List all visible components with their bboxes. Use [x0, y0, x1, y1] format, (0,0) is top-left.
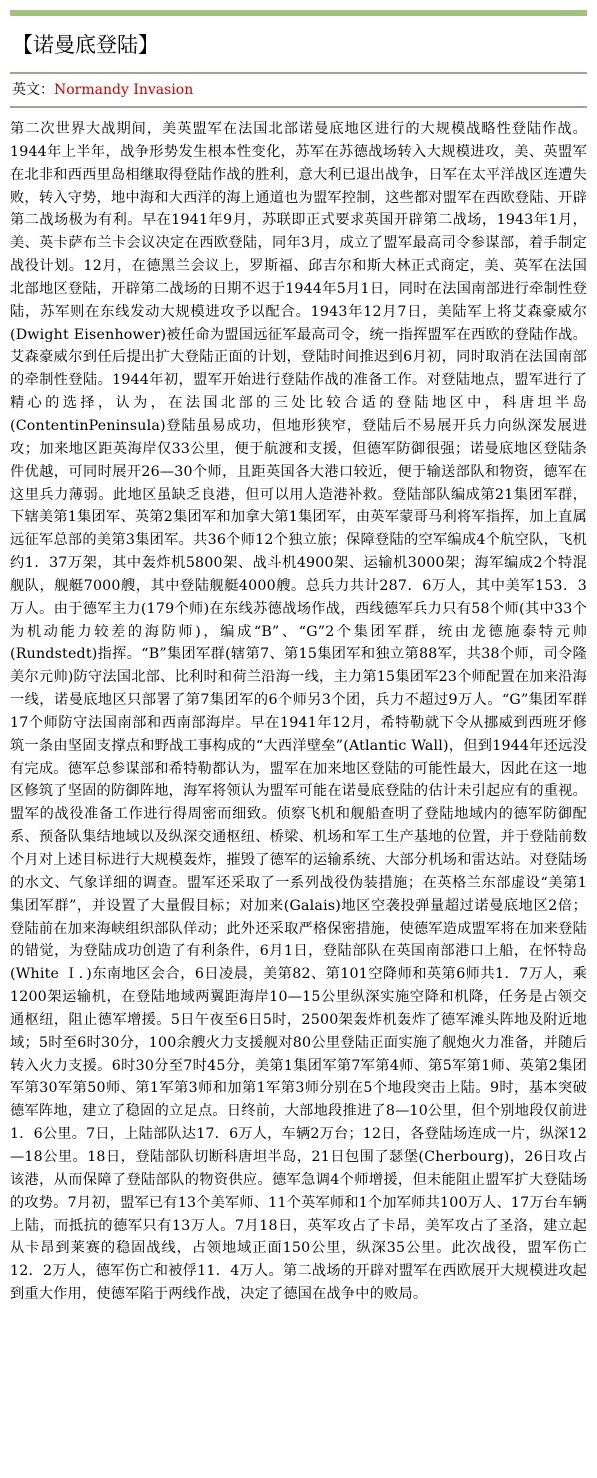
- article-body: 第二次世界大战期间，美英盟军在法国北部诺曼底地区进行的大规模战略性登陆作战。1944年上半年，战争形势发生根本性变化，苏军在苏德战场转入大规模进攻，美、英盟军在北非和西西里岛相继取得登陆作战的胜利，意大利已退出战争，日军在太平洋战区连遭失败，转入守势，地中海和大西洋的海上通道也为盟军控制，这些都对盟军在西欧登陆、开辟第二战场极为有利。早在1941年9月，苏联即正式要求英国开辟第二战场，1943年1月，美、英卡萨布兰卡会议决定在西欧登陆，同年3月，成立了盟军最高司令参谋部，着手制定战役计划。12月，在德黑兰会议上，罗斯福、邱吉尔和斯大林正式商定，美、英军在法国北部地区登陆，开辟第二战场的日期不迟于1944年5月1日，同时在法国南部进行牵制性登陆，苏军则在东线发动大规模进攻予以配合。1943年12月7日，美陆军上将艾森豪威尔(Dwight Eisenhower)被任命为盟国远征军最高司令，统一指挥盟军在西欧的登陆作战。艾森豪威尔到任后提出扩大登陆正面的计划，登陆时间推迟到6月初，同时取消在法国南部的牵制性登陆。1944年初，盟军开始进行登陆作战的准备工作。对登陆地点，盟军进行了精心的选择，认为，在法国北部的三处比较合适的登陆地区中，科唐坦半岛(ContentinPeninsula)登陆虽易成功，但地形狭窄，登陆后不易展开兵力向纵深发展进攻；加来地区距英海岸仅33公里，便于航渡和支援，但德军防御很强；诺曼底地区登陆条件优越，可同时展开26—30个师，且距英国各大港口较近，便于输送部队和物资，德军在这里兵力薄弱。此地区虽缺乏良港，但可以用人造港补救。登陆部队编成第21集团军群，下辖美第1集团军、英第2集团军和加拿大第1集团军，由英军蒙哥马利将军指挥，加上直属远征军总部的美第3集团军。共36个师12个独立旅；保障登陆的空军编成4个航空队，飞机约1．37万架，其中轰炸机5800架、战斗机4900架、运输机3000架；海军编成2个特混舰队，舰艇7000艘，其中登陆舰艇4000艘。总兵力共计287．6万人，其中美军153．3万人。由于德军主力(179个师)在东线苏德战场作战，西线德军兵力只有58个师(其中33个为机动能力较差的海防师)，编成“B”、“G”2个集团军群，统由龙德施泰特元帅(Rundstedt)指挥。“B”集团军群(辖第7、第15集团军和独立第88军，共38个师，司令隆美尔元帅)防守法国北部、比利时和荷兰沿海一线，主力第15集团军23个师配置在加来沿海一线，诺曼底地区只部署了第7集团军的6个师另3个团，兵力不超过9万人。“G”集团军群17个师防守法国南部和西南部海岸。早在1941年12月，希特勒就下令从挪威到西班牙修筑一条由坚固支撑点和野战工事构成的“大西洋壁垒”(Atlantic Wall)，但到1944年还远没有完成。德军总参谋部和希特勒都认为，盟军在加来地区登陆的可能性最大，因此在这一地区修筑了坚固的防御阵地，海军将领认为盟军可能在诺曼底登陆的估计未引起应有的重视。盟军的战役准备工作进行得周密而细致。侦察飞机和舰船查明了登陆地域内的德军防御配系、预备队集结地域以及纵深交通枢纽、桥梁、机场和军工生产基地的位置，并于登陆前数个月对上述目标进行大规模轰炸，摧毁了德军的运输系统、大部分机场和雷达站。对登陆场的水文、气象详细的调查。盟军还采取了一系列战役伪装措施；在英格兰东部虚设“美第1集团军群”，并设置了大量假目标；对加来(Galais)地区空袭投弹量超过诺曼底地区2倍；登陆前在加来海峡组织部队佯动；此外还采取严格保密措施，使德军造成盟军将在加来登陆的错觉，为登陆成功创造了有利条件，6月1日，登陆部队在英国南部港口上船，在怀特岛(White Ｉ．)东南地区会合，6日凌晨，美第82、第101空降师和英第6师共1．7万人，乘1200架运输机，在登陆地域两翼距海岸10—15公里纵深实施空降和机降，任务是占领交通枢纽，阻止德军增援。5日午夜至6日5时，2500架轰炸机轰炸了德军滩头阵地及附近地域；5时至6时30分，100余艘火力支援舰对80公里登陆正面实施了舰炮火力准备，并随后转入火力支援。6时30分至7时45分，美第1集团军第7军第4师、第5军第1师、英第2集团军第30军第50师、第1军第3师和加第1军第3师分别在5个地段突击上陆。9时，基本突破德军阵地，建立了稳固的立足点。日终前，大部地段推进了8—10公里，但个别地段仅前进1．6公里。7日，上陆部队达17．6万人，车辆2万台；12日，各登陆场连成一片，纵深12—18公里。18日，登陆部队切断科唐坦半岛，21日包围了瑟堡(Cherbourg)，26日攻占该港，从而保障了登陆部队的物资供应。德军急调4个师增援，但未能阻止盟军扩大登陆场的攻势。7月初，盟军已有13个美军师、11个英军师和1个加军师共100万人、17万台车辆上陆，而抵抗的德军只有13万人。7月18日，英军攻占了卡昂，美军攻占了圣洛，建立起从卡昂到莱赛的稳固战线，占领地域正面150公里，纵深35公里。此次战役，盟军伤亡12．2万人，德军伤亡和被俘11．4万人。第二战场的开辟对盟军在西欧展开大规模进攻起到重大作用，使德军陷于两线作战，决定了德国在战争中的败局。: [10, 121, 587, 1303]
- page-frame: [10, 10, 587, 1306]
- english-term: Normandy Invasion: [54, 82, 194, 98]
- page-title: 【诺曼底登陆】: [12, 33, 159, 57]
- top-accent-bar: [10, 10, 587, 16]
- english-name-row: [10, 74, 587, 106]
- english-divider: [10, 106, 587, 108]
- english-label: 英文：: [12, 82, 54, 98]
